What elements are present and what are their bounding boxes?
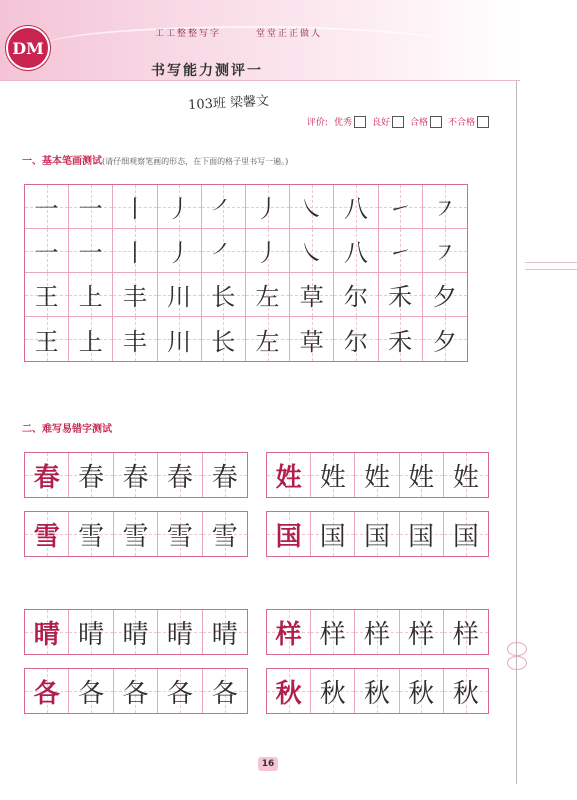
evaluation-label: 评价: (306, 118, 328, 128)
practice-cell (69, 453, 113, 497)
practice-cell (334, 317, 378, 361)
character: 夕 (432, 327, 457, 356)
character: 样 (363, 619, 390, 650)
character: 雪 (166, 521, 193, 552)
section-2-title: 二、难写易错字测试 (22, 424, 112, 435)
model-character-cell (267, 610, 311, 654)
practice-cell (158, 610, 202, 654)
practice-cell (355, 669, 399, 713)
evaluation-option-label: 良好 (371, 118, 390, 128)
logo: DM (6, 26, 50, 70)
checkbox[interactable] (477, 116, 489, 128)
character: 上 (78, 283, 103, 311)
character: 各 (122, 678, 149, 709)
practice-cell (246, 317, 290, 361)
character: 姓 (408, 462, 435, 493)
practice-cell (158, 317, 202, 361)
practice-cell (202, 185, 246, 229)
practice-cell (311, 610, 355, 654)
practice-cell (69, 317, 113, 361)
character: 样 (319, 619, 346, 650)
practice-cell (114, 453, 158, 497)
character-practice-grid (266, 511, 489, 557)
practice-cell (355, 512, 399, 556)
character: 春 (211, 462, 238, 493)
character-practice-grid (266, 609, 489, 655)
practice-cell (202, 229, 246, 273)
practice-cell (423, 273, 467, 317)
practice-cell (114, 669, 158, 713)
character: 秋 (275, 678, 302, 709)
practice-cell (423, 317, 467, 361)
practice-cell (444, 610, 488, 654)
practice-cell (290, 229, 334, 273)
evaluation-option-label: 优秀 (333, 118, 352, 128)
motto-right: 堂堂正正做人 (256, 29, 323, 39)
character: 秋 (319, 678, 346, 709)
practice-cell (400, 453, 444, 497)
character: 王 (34, 327, 59, 356)
practice-cell (69, 610, 113, 654)
model-character-cell (25, 453, 69, 497)
practice-cell (113, 185, 157, 229)
practice-cell (246, 229, 290, 273)
character: 雪 (33, 521, 60, 552)
practice-cell (158, 185, 202, 229)
character-practice-grid (266, 452, 489, 498)
evaluation-option-good[interactable] (372, 115, 404, 128)
evaluation-option-label: 不合格 (447, 118, 475, 128)
practice-cell (158, 229, 202, 273)
character: 样 (275, 619, 302, 650)
model-character-cell (267, 512, 311, 556)
practice-cell (246, 185, 290, 229)
character-practice-grid (24, 452, 248, 498)
practice-cell (69, 229, 113, 273)
checkbox[interactable] (392, 116, 404, 128)
practice-cell (25, 273, 69, 317)
practice-cell (334, 273, 378, 317)
model-character-cell (25, 610, 69, 654)
practice-cell (400, 512, 444, 556)
character: 晴 (211, 619, 238, 650)
character: 丨 (122, 195, 147, 223)
character-practice-grid (266, 668, 489, 714)
character: 各 (166, 678, 193, 709)
character: 姓 (452, 462, 479, 493)
character: 丰 (122, 283, 147, 311)
practice-cell (423, 229, 467, 273)
handwritten-name: 103班 梁馨文 (187, 93, 270, 114)
practice-cell (203, 453, 247, 497)
character: 尔 (343, 327, 368, 356)
practice-cell (379, 229, 423, 273)
character-practice-grid (24, 511, 248, 557)
practice-cell (311, 512, 355, 556)
practice-cell (202, 273, 246, 317)
character: 秋 (452, 678, 479, 709)
practice-cell (25, 229, 69, 273)
character: 姓 (363, 462, 390, 493)
practice-cell (114, 512, 158, 556)
character: 样 (452, 619, 479, 650)
character: 晴 (78, 619, 105, 650)
practice-cell (400, 669, 444, 713)
character: ㇒ (211, 195, 236, 223)
practice-cell (25, 317, 69, 361)
character: 一 (34, 239, 59, 267)
character: 八 (343, 239, 368, 267)
practice-cell (69, 512, 113, 556)
character: 草 (299, 327, 324, 356)
practice-cell (113, 317, 157, 361)
character: ㇇ (432, 239, 457, 267)
character: 丿 (255, 239, 280, 267)
evaluation-option-pass[interactable] (410, 115, 442, 128)
practice-cell (202, 317, 246, 361)
practice-cell (400, 610, 444, 654)
character: 各 (211, 678, 238, 709)
practice-cell (113, 273, 157, 317)
practice-cell (69, 669, 113, 713)
practice-cell (158, 512, 202, 556)
character: 草 (299, 283, 324, 311)
character: 八 (343, 195, 368, 223)
character: 丰 (122, 327, 147, 356)
character: 样 (408, 619, 435, 650)
character: 各 (33, 678, 60, 709)
character: 晴 (166, 619, 193, 650)
model-character-cell (267, 453, 311, 497)
character: ㇒ (211, 239, 236, 267)
character: 尔 (343, 283, 368, 311)
section-1-title (22, 152, 288, 167)
practice-cell (203, 610, 247, 654)
character: 雪 (78, 521, 105, 552)
character: 春 (78, 462, 105, 493)
evaluation-option-excellent[interactable] (334, 115, 366, 128)
character: ㇏ (299, 195, 324, 223)
character: 国 (275, 521, 302, 552)
character-practice-grid (24, 668, 248, 714)
character: 丨 (122, 239, 147, 267)
character: 雪 (122, 521, 149, 552)
stroke-practice-grid (24, 184, 468, 362)
clip-mark (507, 656, 527, 670)
character: 川 (167, 283, 192, 311)
character: 春 (122, 462, 149, 493)
character: 姓 (319, 462, 346, 493)
practice-cell (114, 610, 158, 654)
character: 丿 (167, 195, 192, 223)
practice-cell (334, 185, 378, 229)
character: 一 (34, 195, 59, 223)
character: 国 (319, 521, 346, 552)
section-1-heading: 一、基本笔画测试 (22, 156, 102, 167)
character: 夕 (432, 283, 457, 311)
practice-cell (69, 273, 113, 317)
character: 禾 (388, 283, 413, 311)
character: 晴 (33, 619, 60, 650)
character-practice-grid (24, 609, 248, 655)
character: 左 (255, 283, 280, 311)
practice-cell (334, 229, 378, 273)
practice-cell (379, 273, 423, 317)
practice-cell (158, 273, 202, 317)
character: 丿 (255, 195, 280, 223)
clip-mark (507, 642, 527, 656)
character: 春 (33, 462, 60, 493)
character: 各 (78, 678, 105, 709)
practice-cell (379, 317, 423, 361)
checkbox[interactable] (430, 116, 442, 128)
model-character-cell (267, 669, 311, 713)
page-number: 16 (258, 757, 278, 771)
practice-cell (290, 273, 334, 317)
character: ㇏ (299, 239, 324, 267)
character: 春 (166, 462, 193, 493)
model-character-cell (25, 512, 69, 556)
pink-strip (525, 262, 577, 270)
character: 晴 (122, 619, 149, 650)
character: ㇇ (432, 195, 457, 223)
character: 国 (363, 521, 390, 552)
practice-cell (444, 453, 488, 497)
practice-cell (290, 317, 334, 361)
character: 长 (211, 327, 236, 356)
character: ㇀ (388, 239, 413, 267)
practice-cell (355, 610, 399, 654)
character: ㇀ (388, 195, 413, 223)
practice-cell (203, 512, 247, 556)
character: 姓 (275, 462, 302, 493)
character: 丿 (167, 239, 192, 267)
practice-cell (113, 229, 157, 273)
character: 长 (211, 283, 236, 311)
practice-cell (355, 453, 399, 497)
page-title: 书写能力测评一 (151, 63, 263, 79)
character: 左 (255, 327, 280, 356)
section-1-note: (请仔细观察笔画的形态，在下面的格子里书写一遍。) (102, 157, 289, 166)
practice-cell (311, 669, 355, 713)
practice-cell (158, 453, 202, 497)
practice-cell (423, 185, 467, 229)
practice-cell (25, 185, 69, 229)
practice-cell (158, 669, 202, 713)
evaluation-option-label: 合格 (409, 118, 428, 128)
practice-cell (311, 453, 355, 497)
character: 国 (452, 521, 479, 552)
character: 一 (78, 239, 103, 267)
practice-cell (444, 669, 488, 713)
practice-cell (246, 273, 290, 317)
character: 雪 (211, 521, 238, 552)
evaluation-option-fail[interactable] (448, 115, 489, 128)
character: 秋 (408, 678, 435, 709)
model-character-cell (25, 669, 69, 713)
character: 一 (78, 195, 103, 223)
character: 上 (78, 327, 103, 356)
character: 王 (34, 283, 59, 311)
character: 禾 (388, 327, 413, 356)
practice-cell (290, 185, 334, 229)
practice-cell (379, 185, 423, 229)
practice-cell (203, 669, 247, 713)
character: 秋 (363, 678, 390, 709)
motto-left: 工工整整写字 (155, 29, 222, 39)
evaluation-row (307, 115, 489, 128)
character: 川 (167, 327, 192, 356)
checkbox[interactable] (354, 116, 366, 128)
practice-cell (444, 512, 488, 556)
character: 国 (408, 521, 435, 552)
practice-cell (69, 185, 113, 229)
